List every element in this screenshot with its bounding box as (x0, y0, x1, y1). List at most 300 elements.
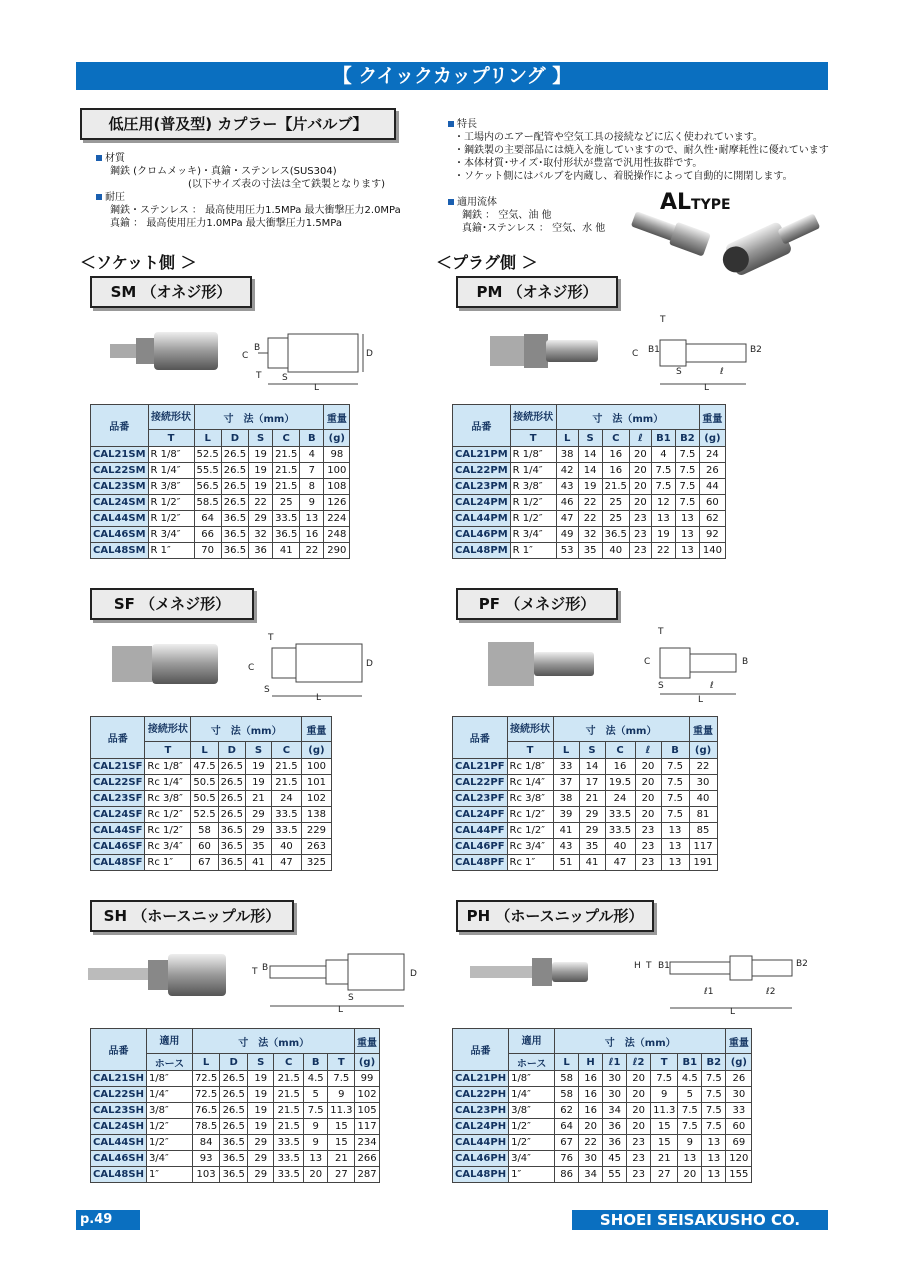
col-subheader: B1 (678, 1054, 702, 1071)
table-cell: 15 (651, 1119, 678, 1135)
table-cell: 24 (271, 791, 301, 807)
svg-text:T: T (660, 315, 666, 325)
table-cell: 7.5 (651, 1071, 678, 1087)
sm-dimension-drawing-icon (238, 320, 378, 392)
col-header-connection: 適用 (146, 1029, 192, 1054)
table-cell: Rc 1″ (145, 855, 191, 871)
table-cell: 69 (726, 1135, 752, 1151)
table-row (453, 1103, 752, 1119)
material-heading: 材質 (96, 152, 436, 165)
col-subheader: S (248, 1054, 274, 1071)
col-header-dimensions: 寸 法（mm） (553, 717, 689, 742)
table-cell: 35 (579, 839, 605, 855)
table-cell: 19 (249, 447, 273, 463)
table-cell: 47 (605, 855, 635, 871)
fluid-line2: 真鍮･ステンレス ： 空気、水 他 (462, 223, 606, 234)
table-row (91, 511, 350, 527)
part-number-cell: CAL22PM (453, 463, 511, 479)
table-row (453, 1135, 752, 1151)
table-row (91, 1103, 380, 1119)
table-cell: 26 (726, 1071, 752, 1087)
table-cell: 35 (245, 839, 271, 855)
table-cell: 14 (578, 447, 602, 463)
table-cell: 7.5 (328, 1071, 355, 1087)
table-cell: 7 (300, 463, 324, 479)
col-subheader: S (245, 742, 271, 759)
table-row (91, 855, 332, 871)
table-cell: 67 (555, 1135, 579, 1151)
table-cell: R 3/8″ (148, 479, 194, 495)
svg-text:D: D (366, 349, 373, 359)
part-number-cell: CAL24SH (91, 1119, 147, 1135)
table-cell: 47 (271, 855, 301, 871)
table-cell: 30 (579, 1151, 603, 1167)
table-row (453, 759, 718, 775)
col-header-connection: 接続形状 (507, 717, 553, 742)
table-cell: 30 (603, 1071, 627, 1087)
table-cell: 36.5 (221, 527, 248, 543)
table-cell: 55 (603, 1167, 627, 1183)
col-subheader: ℓ (629, 430, 651, 447)
table-cell: 117 (689, 839, 717, 855)
table-cell: 126 (324, 495, 350, 511)
fluid-block (448, 196, 628, 235)
table-header-row (453, 405, 726, 430)
table-cell: 19 (245, 775, 271, 791)
table-cell: 34 (579, 1167, 603, 1183)
part-number-cell: CAL23PM (453, 479, 511, 495)
svg-text:L: L (338, 1005, 344, 1012)
part-number-cell: CAL44SM (91, 511, 149, 527)
part-number-cell: CAL21SH (91, 1071, 147, 1087)
table-cell: 85 (689, 823, 717, 839)
col-subheader: L (192, 1054, 219, 1071)
table-row (91, 1167, 380, 1183)
page-number: p.49 (76, 1210, 140, 1230)
table-row (453, 823, 718, 839)
ph-section-title: PH （ホースニップル形） (456, 900, 654, 932)
col-subheader: L (553, 742, 579, 759)
col-header-connection: 接続形状 (510, 405, 556, 430)
table-cell: 78.5 (192, 1119, 219, 1135)
svg-text:B1: B1 (658, 961, 670, 971)
svg-text:S: S (676, 367, 682, 377)
feature-item: ・工場内のエアー配管や空気工具の接続などに広く使われています。 (454, 132, 763, 143)
part-number-cell: CAL46SH (91, 1151, 147, 1167)
table-cell: 13 (678, 1151, 702, 1167)
col-header-dimensions: 寸 法（mm） (191, 717, 302, 742)
table-cell: 101 (301, 775, 331, 791)
table-cell: 16 (579, 1087, 603, 1103)
table-cell: R 1/2″ (510, 511, 556, 527)
feature-item: ・ソケット側にはバルブを内蔵し、着脱操作によって自動的に開閉します。 (454, 171, 793, 182)
table-cell: 36.5 (220, 1135, 248, 1151)
svg-text:L: L (314, 383, 320, 392)
table-cell: 23 (629, 511, 651, 527)
table-cell: 21.5 (274, 1087, 304, 1103)
table-cell: 21.5 (273, 447, 300, 463)
table-cell: 1/4″ (509, 1087, 555, 1103)
table-cell: 4 (651, 447, 675, 463)
table-row (91, 1087, 380, 1103)
table-cell: 26.5 (218, 807, 245, 823)
table-cell: 72.5 (192, 1071, 219, 1087)
table-cell: 64 (194, 511, 221, 527)
bullet-square-icon (96, 155, 102, 161)
table-cell: 33 (726, 1103, 752, 1119)
table-cell: 7.5 (675, 447, 699, 463)
table-cell: 47.5 (191, 759, 218, 775)
table-cell: 36 (603, 1135, 627, 1151)
table-cell: 21.5 (602, 479, 629, 495)
table-cell: 72.5 (192, 1087, 219, 1103)
feature-item: ・鋼鉄製の主要部品には焼入を施していますので、耐久性･耐摩耗性に優れています (454, 145, 829, 156)
pm-dimension-drawing-icon (630, 310, 770, 390)
part-number-cell: CAL21PM (453, 447, 511, 463)
pf-product-photo-icon (488, 636, 598, 692)
part-number-cell: CAL24PM (453, 495, 511, 511)
table-cell: 13 (702, 1167, 726, 1183)
table-cell: 36.5 (221, 543, 248, 559)
table-cell: 138 (301, 807, 331, 823)
table-cell: 25 (602, 511, 629, 527)
table-cell: 43 (556, 479, 578, 495)
col-subheader: S (578, 430, 602, 447)
part-number-cell: CAL48PM (453, 543, 511, 559)
table-cell: 26.5 (218, 775, 245, 791)
col-subheader: T (507, 742, 553, 759)
table-cell: 33.5 (605, 807, 635, 823)
table-cell: 26.5 (221, 479, 248, 495)
table-row (453, 1167, 752, 1183)
table-cell: 33.5 (271, 807, 301, 823)
table-cell: 20 (678, 1167, 702, 1183)
table-cell: 41 (245, 855, 271, 871)
table-cell: 22 (578, 511, 602, 527)
table-cell: Rc 1/8″ (145, 759, 191, 775)
table-cell: 5 (304, 1087, 328, 1103)
col-subheader: ホース (146, 1054, 192, 1071)
table-row (453, 1119, 752, 1135)
table-cell: 13 (661, 823, 689, 839)
table-cell: Rc 1/8″ (507, 759, 553, 775)
table-cell: 33.5 (273, 511, 300, 527)
col-subheader: T (148, 430, 194, 447)
pressure-line2: 真鍮 ： 最高使用圧力1.0MPa 最大衝撃圧力1.5MPa (110, 218, 343, 229)
col-subheader: (g) (726, 1054, 752, 1071)
col-subheader: ℓ2 (627, 1054, 651, 1071)
table-cell: 52.5 (191, 807, 218, 823)
table-row (453, 775, 718, 791)
sh-product-photo-icon (88, 950, 228, 1000)
table-cell: 290 (324, 543, 350, 559)
table-cell: 33.5 (271, 823, 301, 839)
table-row (453, 1071, 752, 1087)
table-cell: 19 (248, 1103, 274, 1119)
svg-text:T: T (252, 967, 258, 977)
material-line2: (以下サイズ表の寸法は全て鉄製となります) (188, 179, 386, 190)
table-cell: 36.5 (220, 1167, 248, 1183)
table-cell: 22 (579, 1135, 603, 1151)
table-cell: 1/8″ (509, 1071, 555, 1087)
table-cell: 49 (556, 527, 578, 543)
table-cell: 23 (627, 1135, 651, 1151)
table-cell: 16 (602, 447, 629, 463)
table-cell: 7.5 (678, 1119, 702, 1135)
col-subheader: (g) (355, 1054, 379, 1071)
part-number-cell: CAL21SM (91, 447, 149, 463)
sh-spec-table (90, 1028, 380, 1183)
table-cell: 21 (328, 1151, 355, 1167)
col-subheader: C (602, 430, 629, 447)
col-header-weight: 重量 (726, 1029, 752, 1054)
table-cell: 17 (579, 775, 605, 791)
table-cell: 9 (328, 1087, 355, 1103)
table-cell: 60 (699, 495, 725, 511)
table-cell: 1/2″ (146, 1135, 192, 1151)
part-number-cell: CAL22PH (453, 1087, 509, 1103)
table-cell: 29 (249, 511, 273, 527)
table-cell: 3/8″ (146, 1103, 192, 1119)
table-cell: 16 (579, 1071, 603, 1087)
col-header-part-number: 品番 (91, 405, 149, 447)
sm-product-photo-icon (110, 326, 220, 376)
table-cell: 3/8″ (509, 1103, 555, 1119)
part-number-cell: CAL24PF (453, 807, 508, 823)
altype-logo: ALTYPE (660, 190, 731, 215)
table-cell: Rc 1/2″ (145, 823, 191, 839)
col-header-weight: 重量 (689, 717, 717, 742)
table-cell: 33.5 (274, 1135, 304, 1151)
table-cell: 7.5 (661, 791, 689, 807)
col-subheader: T (651, 1054, 678, 1071)
table-cell: 29 (245, 823, 271, 839)
col-subheader: D (220, 1054, 248, 1071)
table-cell: 20 (627, 1087, 651, 1103)
col-subheader: B (304, 1054, 328, 1071)
table-cell: 155 (726, 1167, 752, 1183)
table-cell: 229 (301, 823, 331, 839)
col-subheader: (g) (324, 430, 350, 447)
table-cell: 5 (678, 1087, 702, 1103)
table-cell: 7.5 (702, 1071, 726, 1087)
col-header-dimensions: 寸 法（mm） (556, 405, 699, 430)
table-cell: 19 (248, 1071, 274, 1087)
part-number-cell: CAL48PH (453, 1167, 509, 1183)
svg-text:L: L (316, 693, 322, 702)
part-number-cell: CAL44SH (91, 1135, 147, 1151)
table-cell: 16 (602, 463, 629, 479)
part-number-cell: CAL44PF (453, 823, 508, 839)
table-cell: 27 (651, 1167, 678, 1183)
svg-text:ℓ: ℓ (720, 367, 724, 377)
part-number-cell: CAL23SF (91, 791, 145, 807)
table-row (91, 1071, 380, 1087)
table-cell: 32 (578, 527, 602, 543)
table-cell: 92 (699, 527, 725, 543)
table-cell: 98 (324, 447, 350, 463)
table-cell: R 1″ (148, 543, 194, 559)
fluid-heading: 適用流体 (448, 196, 628, 209)
table-cell: 13 (702, 1135, 726, 1151)
table-cell: 19.5 (605, 775, 635, 791)
table-cell: 26.5 (221, 447, 248, 463)
table-cell: 325 (301, 855, 331, 871)
table-cell: 7.5 (661, 759, 689, 775)
table-cell: 19 (245, 759, 271, 775)
ph-product-photo-icon (470, 950, 590, 994)
col-subheader: B2 (702, 1054, 726, 1071)
table-row (453, 839, 718, 855)
col-subheader: L (191, 742, 218, 759)
col-subheader: H (579, 1054, 603, 1071)
table-cell: 100 (324, 463, 350, 479)
table-cell: 20 (304, 1167, 328, 1183)
table-cell: Rc 1/4″ (507, 775, 553, 791)
table-cell: 40 (602, 543, 629, 559)
col-subheader: B (300, 430, 324, 447)
table-row (91, 839, 332, 855)
table-row (453, 447, 726, 463)
table-cell: 20 (579, 1119, 603, 1135)
table-cell: 58 (555, 1087, 579, 1103)
sm-section-title: SM （オネジ形） (90, 276, 252, 308)
col-subheader: L (556, 430, 578, 447)
table-cell: 13 (675, 511, 699, 527)
table-cell: 16 (579, 1103, 603, 1119)
table-cell: 19 (248, 1087, 274, 1103)
table-cell: 13 (661, 839, 689, 855)
table-cell: 64 (555, 1119, 579, 1135)
table-row (453, 495, 726, 511)
table-cell: 105 (355, 1103, 379, 1119)
part-number-cell: CAL23PF (453, 791, 508, 807)
table-cell: 21.5 (274, 1119, 304, 1135)
table-cell: 22 (300, 543, 324, 559)
table-cell: 1/2″ (509, 1135, 555, 1151)
table-cell: 234 (355, 1135, 379, 1151)
table-cell: 20 (635, 759, 661, 775)
table-cell: 19 (249, 479, 273, 495)
table-cell: 13 (702, 1151, 726, 1167)
table-cell: 23 (627, 1167, 651, 1183)
table-cell: 36.5 (218, 855, 245, 871)
table-cell: 62 (699, 511, 725, 527)
table-row (453, 479, 726, 495)
table-cell: 23 (635, 839, 661, 855)
table-cell: R 1/8″ (148, 447, 194, 463)
table-cell: 12 (651, 495, 675, 511)
table-cell: 7.5 (661, 775, 689, 791)
table-row (91, 1151, 380, 1167)
table-cell: 36.5 (218, 839, 245, 855)
table-cell: 46 (556, 495, 578, 511)
svg-text:B1: B1 (648, 345, 660, 355)
table-cell: 4.5 (304, 1071, 328, 1087)
table-cell: 44 (699, 479, 725, 495)
table-cell: 21.5 (271, 775, 301, 791)
col-subheader: D (218, 742, 245, 759)
table-row (453, 511, 726, 527)
col-subheader: S (249, 430, 273, 447)
table-row (453, 1151, 752, 1167)
col-subheader: D (221, 430, 248, 447)
table-cell: 26 (699, 463, 725, 479)
part-number-cell: CAL22SF (91, 775, 145, 791)
table-cell: 42 (556, 463, 578, 479)
svg-text:C: C (632, 349, 639, 359)
part-number-cell: CAL21PF (453, 759, 508, 775)
bullet-square-icon (448, 199, 454, 205)
table-cell: 36 (249, 543, 273, 559)
svg-text:B: B (742, 657, 749, 667)
part-number-cell: CAL21PH (453, 1071, 509, 1087)
table-cell: 23 (629, 527, 651, 543)
table-cell: 30 (689, 775, 717, 791)
table-cell: 7.5 (675, 479, 699, 495)
table-cell: 9 (304, 1135, 328, 1151)
table-cell: 66 (194, 527, 221, 543)
table-cell: 20 (629, 447, 651, 463)
table-cell: 24 (699, 447, 725, 463)
table-cell: 21.5 (274, 1071, 304, 1087)
svg-text:C: C (644, 657, 651, 667)
col-subheader: C (274, 1054, 304, 1071)
part-number-cell: CAL24SF (91, 807, 145, 823)
pressure-line1: 鋼鉄・ステンレス ： 最高使用圧力1.5MPa 最大衝撃圧力2.0MPa (110, 205, 401, 216)
table-cell: 19 (248, 1119, 274, 1135)
table-cell: 19 (249, 463, 273, 479)
table-cell: 23 (627, 1151, 651, 1167)
table-cell: 32 (249, 527, 273, 543)
table-header-row (453, 1029, 752, 1054)
page-banner: 【 クイックカップリング 】 (76, 62, 828, 90)
table-cell: 29 (579, 807, 605, 823)
table-cell: 248 (324, 527, 350, 543)
table-cell: 21.5 (273, 479, 300, 495)
col-header-part-number: 品番 (91, 1029, 147, 1071)
table-cell: Rc 1/4″ (145, 775, 191, 791)
svg-text:S: S (282, 373, 288, 383)
table-cell: 7.5 (702, 1087, 726, 1103)
col-subheader: L (555, 1054, 579, 1071)
table-cell: 21 (245, 791, 271, 807)
table-row (91, 527, 350, 543)
table-cell: 35 (578, 543, 602, 559)
table-cell: 22 (651, 543, 675, 559)
table-row (453, 463, 726, 479)
table-cell: 9 (300, 495, 324, 511)
pm-product-photo-icon (490, 326, 600, 376)
col-subheader: B1 (651, 430, 675, 447)
table-cell: 7.5 (651, 463, 675, 479)
table-cell: 13 (675, 543, 699, 559)
ph-dimension-drawing-icon (630, 936, 810, 1016)
table-cell: Rc 3/4″ (145, 839, 191, 855)
table-cell: 26.5 (221, 495, 248, 511)
table-cell: 263 (301, 839, 331, 855)
col-subheader: ホース (509, 1054, 555, 1071)
table-cell: 13 (304, 1151, 328, 1167)
svg-text:S: S (264, 685, 270, 695)
table-cell: 29 (579, 823, 605, 839)
table-cell: 108 (324, 479, 350, 495)
table-cell: 62 (555, 1103, 579, 1119)
table-cell: 76 (555, 1151, 579, 1167)
feature-item: ・本体材質･サイズ･取付形状が豊富で汎用性抜群です。 (454, 158, 703, 169)
part-number-cell: CAL44PM (453, 511, 511, 527)
table-cell: 15 (651, 1135, 678, 1151)
